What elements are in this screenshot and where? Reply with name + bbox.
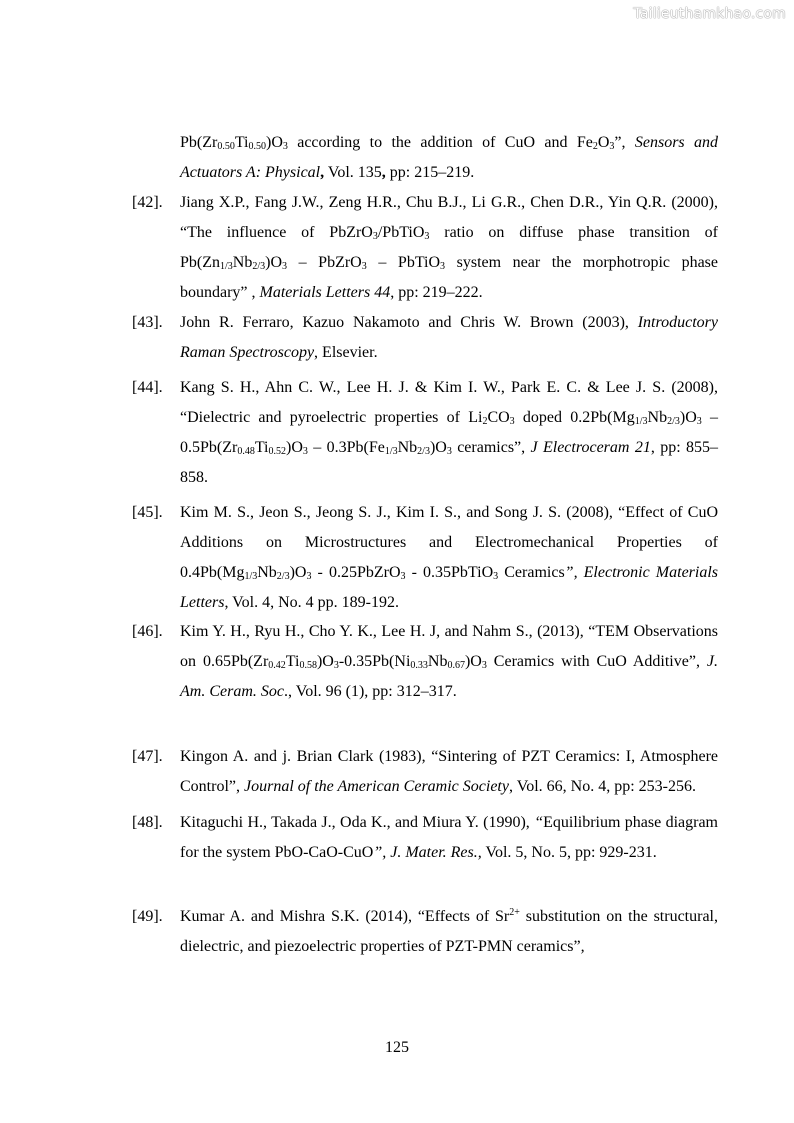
subscript: 2 <box>482 416 488 427</box>
reference-item <box>132 308 718 368</box>
text-run: Kim Y. H., Ryu H., Cho Y. K., Lee H. J, and Nahm S., (2013), “TEM Observations on 0.65Pb(Zr <box>180 623 718 670</box>
text-run: Nb <box>397 439 418 456</box>
text-run: , Vol. 66, No. 4, pp: 253-256. <box>508 778 696 795</box>
text-run: – 0.5Pb(Zr <box>180 409 718 456</box>
reference-number: [46]. <box>132 623 163 640</box>
reference-item <box>132 742 718 802</box>
subscript: 3 <box>333 660 339 671</box>
text-run: ceramics”, <box>451 439 531 456</box>
text-run: )O <box>265 134 283 151</box>
reference-item <box>132 617 718 707</box>
reference-text <box>180 504 718 611</box>
text-run: )O <box>429 439 447 456</box>
text-run: – 0.3Pb(Fe <box>307 439 385 456</box>
subscript: 2/3 <box>417 446 430 457</box>
text-run: Kitaguchi H., Takada J., Oda K., and Miura Y. (1990), <box>180 814 535 831</box>
reference-item <box>132 188 719 308</box>
subscript: 0.67 <box>447 660 465 671</box>
subscript: 0.42 <box>268 660 286 671</box>
italic-text: Sensors and Actuators A: Physical <box>180 134 718 181</box>
reference-item <box>132 373 718 493</box>
subscript: 3 <box>481 660 487 671</box>
text-run: CO <box>487 409 510 426</box>
subscript: 2/3 <box>252 261 266 272</box>
reference-item <box>132 808 719 868</box>
text-run: substitution on the structural, dielectric, and piezoelectric properties of PZT-PMN ceramics” <box>180 908 719 955</box>
subscript: 0.50 <box>217 141 235 152</box>
text-run: , Elsevier. <box>314 344 378 361</box>
reference-text <box>180 314 718 361</box>
text-run: Ceramics <box>498 564 565 581</box>
text-run: Kumar A. and Mishra S.K. (2014), “Effects of Sr <box>180 908 510 925</box>
subscript: 3 <box>361 261 367 272</box>
italic-text: Introductory Raman Spectroscopy <box>180 314 718 361</box>
subscript: 1/3 <box>220 261 233 272</box>
subscript: 3 <box>302 446 308 457</box>
subscript: 3 <box>424 231 430 242</box>
subscript: 2/3 <box>667 416 680 427</box>
text-run: - 0.25PbZrO <box>311 564 401 581</box>
reference-number: [45]. <box>132 504 163 521</box>
reference-text <box>180 623 718 700</box>
superscript: 2+ <box>509 907 520 918</box>
subscript: 3 <box>440 261 446 272</box>
text-run: Ceramics with CuO Additive”, <box>486 653 707 670</box>
text-run: /PbTiO <box>377 224 425 241</box>
bold-text: , <box>381 164 386 181</box>
reference-number: [43]. <box>132 314 163 331</box>
text-run: )O <box>679 409 697 426</box>
text-run: ”, <box>614 134 635 151</box>
text-run: according to the addition of CuO and Fe <box>287 134 593 151</box>
text-run: ratio on diffuse phase transition of Pb(Zn <box>180 224 719 271</box>
text-run: Kim M. S., Jeon S., Jeong S. J., Kim I. S., and Song J. S. (2008), “Effect of CuO Additions on Microstructures and Electromechanical Properties of 0.4Pb(Mg <box>180 504 718 581</box>
text-run: John R. Ferraro, Kazuo Nakamoto and Chris W. Brown (2003), <box>180 314 638 331</box>
text-run: Nb <box>427 653 448 670</box>
italic-text: Materials Letters 44 <box>259 284 391 301</box>
text-run: Equilibrium phase diagram for the system PbO-CaO-CuO <box>180 814 719 861</box>
reference-text <box>180 814 718 861</box>
text-run: Nb <box>257 564 277 581</box>
reference-number: [48]. <box>132 814 163 831</box>
reference-number: [42]. <box>132 194 163 211</box>
reference-text <box>180 134 718 181</box>
reference-item <box>180 128 718 188</box>
italic-text: , <box>580 938 585 955</box>
subscript: 3 <box>282 261 288 272</box>
watermark: Tailieuthamkhao.com <box>633 6 786 22</box>
subscript: 2 <box>592 141 598 152</box>
text-run: Kang S. H., Ahn C. W., Lee H. J. & Kim I. W., Park E. C. & Lee J. S. (2008), “Dielectric and pyroelectric properties of Li <box>180 379 718 426</box>
text-run: Nb <box>232 254 253 271</box>
text-run: -0.35Pb(Ni <box>338 653 411 670</box>
reference-text <box>180 379 718 486</box>
page-number: 125 <box>385 1039 409 1056</box>
text-run: , pp: 855–858. <box>180 439 718 486</box>
text-run: ., Vol. 96 (1), pp: 312–317. <box>283 683 457 700</box>
text-run: pp: 215–219. <box>385 164 475 181</box>
text-run: , pp: 219–222. <box>390 284 483 301</box>
text-run: )O <box>316 653 334 670</box>
italic-text: ”, J. Mater. Res., <box>373 844 482 861</box>
text-run: , Vol. 4, No. 4 pp. 189-192. <box>224 594 399 611</box>
subscript: 3 <box>609 141 615 152</box>
subscript: 3 <box>306 571 312 582</box>
text-run: Jiang X.P., Fang J.W., Zeng H.R., Chu B.J., Li G.R., Chen D.R., Yin Q.R. (2000), “The influence of PbZrO <box>180 194 718 241</box>
italic-text: “ <box>534 814 544 831</box>
text-run: system near the morphotropic phase boundary” , <box>180 254 719 301</box>
subscript: 0.52 <box>268 446 286 457</box>
text-run: Ti <box>285 653 300 670</box>
subscript: 3 <box>282 141 288 152</box>
subscript: 0.33 <box>410 660 428 671</box>
subscript: 2/3 <box>276 571 290 582</box>
text-run: )O <box>289 564 307 581</box>
subscript: 3 <box>493 571 499 582</box>
reference-item <box>132 902 719 962</box>
text-run: )O <box>464 653 482 670</box>
reference-number: [44]. <box>132 379 163 396</box>
bold-text: , <box>320 164 325 181</box>
subscript: 1/3 <box>384 446 398 457</box>
text-run: O <box>597 134 610 151</box>
italic-text: Journal of the American Ceramic Society <box>244 778 509 795</box>
text-run: Kingon A. and j. Brian Clark (1983), “Sintering of PZT Ceramics: I, Atmosphere Control”, <box>180 748 718 795</box>
text-run: Ti <box>234 134 249 151</box>
text-run: )O <box>265 254 283 271</box>
text-run: Nb <box>647 409 668 426</box>
subscript: 3 <box>509 416 515 427</box>
text-run: - 0.35PbTiO <box>405 564 494 581</box>
text-run: Ti <box>254 439 269 456</box>
text-run: )O <box>285 439 303 456</box>
subscript: 0.48 <box>237 446 255 457</box>
italic-text: J. Am. Ceram. Soc <box>180 653 718 700</box>
reference-number: [47]. <box>132 748 163 765</box>
subscript: 0.50 <box>248 141 266 152</box>
text-run: doped 0.2Pb(Mg <box>514 409 635 426</box>
subscript: 3 <box>696 416 702 427</box>
italic-text: ”, Electronic Materials Letters <box>180 564 719 611</box>
italic-text: J Electroceram 21 <box>530 439 651 456</box>
reference-text <box>180 748 718 795</box>
text-run: Vol. 135 <box>324 164 382 181</box>
subscript: 1/3 <box>244 571 258 582</box>
text-run: – PbTiO <box>366 254 441 271</box>
subscript: 1/3 <box>634 416 648 427</box>
subscript: 0.58 <box>299 660 317 671</box>
subscript: 3 <box>372 231 378 242</box>
text-run: – PbZrO <box>287 254 362 271</box>
reference-number: [49]. <box>132 908 163 925</box>
subscript: 3 <box>446 446 452 457</box>
text-run: Vol. 5, No. 5, pp: 929-231. <box>481 844 657 861</box>
subscript: 3 <box>400 571 406 582</box>
reference-text <box>180 194 718 301</box>
text-run: Pb(Zr <box>180 134 218 151</box>
reference-text <box>180 908 718 955</box>
reference-item <box>132 498 719 618</box>
